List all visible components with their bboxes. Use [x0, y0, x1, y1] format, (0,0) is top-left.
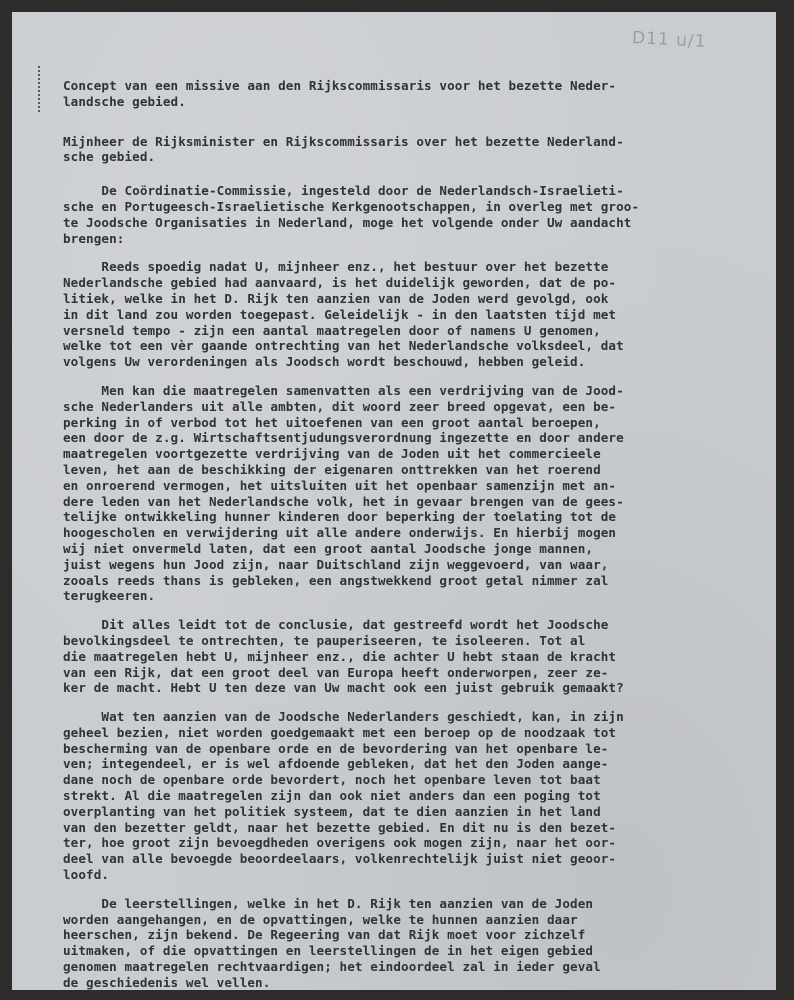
paragraph-3	[63, 383, 763, 604]
paragraph-line: perking in of verbod tot het uitoefenen van een groot aantal beroepen,	[63, 414, 601, 430]
paragraph-line: worden aangehangen, en de opvattingen, welke te hunnen aanzien daar	[63, 911, 578, 927]
paragraph-line: uitmaken, of die opvattingen en leerstellingen de in het eigen gebied	[63, 943, 594, 959]
paragraph-line: versneld tempo - zijn een aantal maatregelen door of namens U genomen,	[63, 322, 601, 338]
paragraph-line: sche en Portugeesch-Israelietische Kerkgenootschappen, in overleg met groo-	[63, 198, 640, 214]
paragraph-line: hoogescholen en verwijdering uit alle andere onderwijs. En hierbij mogen	[63, 525, 617, 541]
paragraph-line: te Joodsche Organisaties in Nederland, moge het volgende onder Uw aandacht	[63, 214, 632, 230]
paragraph-line: Men kan die maatregelen samenvatten als een verdrijving van de Jood-	[63, 382, 624, 398]
paragraph-line: dane noch de openbare orde bevordert, noch het openbare leven tot baat	[63, 772, 601, 788]
document-title	[63, 78, 763, 110]
salutation-line: sche gebied.	[63, 149, 156, 165]
paragraph-line: en onroerend vermogen, het uitsluiten uit het openbaar samenzijn met an-	[63, 477, 617, 493]
paragraph-line: dere leden van het Nederlandsche volk, het in gevaar brengen van de gees-	[63, 493, 624, 509]
paragraph-line: litiek, welke in het D. Rijk ten aanzien van de Joden werd gevolgd, ook	[63, 290, 609, 306]
paragraph-line: loofd.	[63, 867, 110, 883]
paragraph-line: Nederlandsche gebied had aanvaard, is het duidelijk geworden, dat de po-	[63, 275, 617, 291]
paragraph-line: sche Nederlanders uit alle ambten, dit woord zeer breed opgevat, een be-	[63, 398, 617, 414]
paragraph-line: deel van alle bevoegde beoordeelaars, volkenrechtelijk juist niet geoor-	[63, 851, 617, 867]
letter-body	[63, 78, 763, 990]
paragraph-line: wij niet onvermeld laten, dat een groot aantal Joodsche jonge mannen,	[63, 540, 594, 556]
paragraph-line: brengen:	[63, 230, 125, 246]
paragraph-line: welke tot een vèr gaande ontrechting van het Nederlandsche volksdeel, dat	[63, 338, 624, 354]
paragraph-line: van den bezetter geldt, naar het bezette gebied. En dit nu is den bezet-	[63, 819, 617, 835]
paragraph-line: telijke ontwikkeling hunner kinderen door beperking der toelating tot de	[63, 509, 617, 525]
salutation	[63, 134, 763, 166]
paragraph-line: De leerstellingen, welke in het D. Rijk ten aanzien van de Joden	[63, 895, 594, 911]
archive-mark: D11 u/1	[631, 28, 707, 52]
paragraph-line: overplanting van het politiek systeem, dat te dien aanzien in het land	[63, 803, 601, 819]
paragraph-4	[63, 617, 763, 696]
paragraph-line: een door de z.g. Wirtschaftsentjudungsverordnung ingezette en door andere	[63, 430, 624, 446]
paragraph-line: bescherming van de openbare orde en de bevordering van het openbare le-	[63, 740, 609, 756]
paragraph-line: ven; integendeel, er is wel afdoende gebleken, dat het den Joden aange-	[63, 756, 609, 772]
paragraph-line: strekt. Al die maatregelen zijn dan ook niet anders dan een poging tot	[63, 788, 601, 804]
paragraph-line: leven, het aan de beschikking der eigenaren onttrekken van het roerend	[63, 461, 601, 477]
paragraph-line: genomen maatregelen rechtvaardigen; het eindoordeel zal in ieder geval	[63, 959, 601, 975]
paragraph-line: van een Rijk, dat een groot deel van Europa heeft onderworpen, zeer ze-	[63, 664, 609, 680]
paragraph-line: bevolkingsdeel te ontrechten, te pauperiseeren, te isoleeren. Tot al	[63, 632, 586, 648]
paragraph-line: ter, hoe groot zijn bevoegdheden overigens ook mogen zijn, naar het oor-	[63, 835, 617, 851]
paragraph-line: Wat ten aanzien van de Joodsche Nederlanders geschiedt, kan, in zijn	[63, 709, 624, 725]
title-line: landsche gebied.	[63, 93, 186, 109]
paragraph-line: terugkeeren.	[63, 588, 156, 604]
paragraph-line: De Coördinatie-Commissie, ingesteld door de Nederlandsch-Israelieti-	[63, 183, 624, 199]
paragraph-line: maatregelen voortgezette verdrijving van de Joden uit het commercieele	[63, 446, 601, 462]
paragraph-line: de geschiedenis wel vellen.	[63, 974, 271, 990]
paragraph-line: Dit alles leidt tot de conclusie, dat gestreefd wordt het Joodsche	[63, 617, 609, 633]
paragraph-line: volgens Uw verordeningen als Joodsch wordt beschouwd, hebben geleid.	[63, 354, 586, 370]
paragraph-line: Reeds spoedig nadat U, mijnheer enz., het bestuur over het bezette	[63, 259, 609, 275]
paragraph-5	[63, 709, 763, 883]
paragraph-line: heerschen, zijn bekend. De Regeering van dat Rijk moet voor zichzelf	[63, 927, 586, 943]
salutation-line: Mijnheer de Rijksminister en Rijkscommissaris over het bezette Nederland-	[63, 133, 624, 149]
paragraph-line: juist wegens hun Jood zijn, naar Duitschland zijn weggevoerd, van waar,	[63, 556, 609, 572]
paragraph-1	[63, 183, 763, 246]
title-line: Concept van een missive aan den Rijkscommissaris voor het bezette Neder-	[63, 78, 617, 93]
margin-mark	[38, 66, 43, 112]
paragraph-line: in dit land zou worden toegepast. Geleidelijk - in den laatsten tijd met	[63, 306, 617, 322]
paragraph-2	[63, 259, 763, 370]
paragraph-6	[63, 896, 763, 990]
paragraph-line: ker de macht. Hebt U ten deze van Uw macht ook een juist gebruik gemaakt?	[63, 680, 624, 696]
paragraph-line: geheel bezien, niet worden goedgemaakt met een beroep op de noodzaak tot	[63, 724, 617, 740]
document-page	[12, 12, 776, 990]
paragraph-line: zooals reeds thans is gebleken, een angstwekkend groot getal nimmer zal	[63, 572, 609, 588]
paragraph-line: die maatregelen hebt U, mijnheer enz., die achter U hebt staan de kracht	[63, 648, 617, 664]
